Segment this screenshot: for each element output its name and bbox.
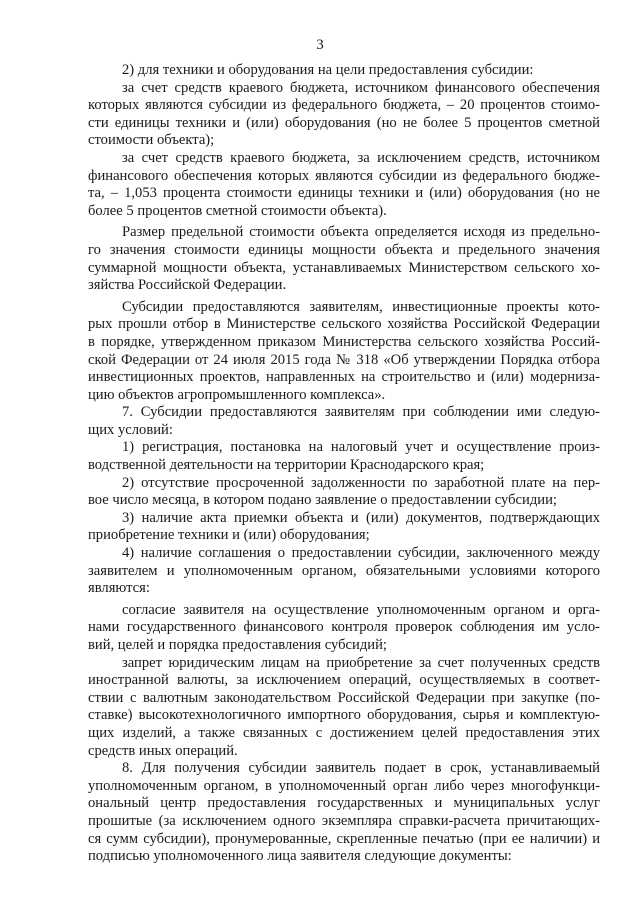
text-line: зяйства Российской Федерации. — [88, 277, 287, 294]
text-line: цию объектов агропромышленного комплекса». — [88, 386, 386, 403]
text-line: 1) регистрация, постановка на налоговый учет и осуществление произ- — [122, 439, 600, 456]
text-line: Субсидии предоставляются заявителям, инвестиционные проекты кото- — [122, 298, 600, 315]
text-line: за счет средств краевого бюджета, источником финансового обеспечения — [122, 79, 600, 96]
text-line: являются: — [88, 580, 150, 597]
text-line: иностранной валюты, за исключением операций, осуществляемых в соответ- — [88, 672, 600, 689]
paragraph — [88, 439, 600, 474]
text-line: ствии с валютным законодательством Российской Федерации при закупке (по- — [88, 689, 600, 706]
text-line: 2) отсутствие просроченной задолженности по заработной плате на пер- — [122, 474, 600, 491]
text-line: согласие заявителя на осуществление уполномоченным органом и орга- — [122, 601, 600, 618]
text-line: которых являются субсидии из федерального бюджета, – 20 процентов стоимо- — [88, 97, 600, 114]
text-line: 7. Субсидии предоставляются заявителям при соблюдении ими следую- — [122, 404, 600, 421]
text-line: сти единицы техники и (или) оборудования (но не более 5 процентов сметной — [88, 114, 600, 131]
text-line: вий, целей и порядка предоставления субсидий; — [88, 637, 387, 653]
text-line: рых прошли отбор в Министерстве сельского хозяйства Российской Федерации — [88, 316, 600, 333]
text-line: ся сумм субсидии), пронумерованные, скрепленные печатью (при ее наличии) и — [88, 830, 600, 847]
text-line: щих условий: — [88, 421, 173, 438]
text-line: нами государственного финансового контроля проверок соблюдения им усло- — [88, 619, 600, 636]
text-line: вое число месяца, в котором подано заявление о предоставлении субсидии; — [88, 492, 557, 509]
text-line: инвестиционных проектов, направленных на строительство и (или) модерниза- — [88, 369, 600, 386]
paragraph — [88, 655, 600, 761]
text-line: суммарной мощности объекта, устанавливаемых Министерством сельского хо- — [88, 259, 600, 276]
paragraph — [88, 404, 600, 439]
text-line: 2) для техники и оборудования на цели предоставления субсидии: — [122, 62, 534, 78]
paragraph — [88, 62, 600, 80]
paragraph — [88, 545, 600, 598]
paragraph — [88, 80, 600, 150]
paragraph — [88, 299, 600, 405]
text-line: уполномоченным органом, в уполномоченный орган либо через многофункци- — [88, 777, 600, 794]
paragraph — [88, 510, 600, 545]
text-line: стоимости объекта); — [88, 132, 215, 149]
text-line: Размер предельной стоимости объекта определяется исходя из предельно- — [122, 224, 600, 241]
text-line: та, – 1,053 процента стоимости единицы техники и (или) оборудования (но не — [88, 185, 600, 202]
text-line: финансового обеспечения которых являются субсидии из федерального бюдже- — [88, 167, 600, 184]
document-body — [88, 62, 600, 866]
paragraph — [88, 760, 600, 866]
text-line: запрет юридическим лицам на приобретение за счет полученных средств — [122, 654, 600, 671]
paragraph — [88, 475, 600, 510]
page-number: 3 — [316, 37, 324, 53]
text-line: приобретение техники и (или) оборудования; — [88, 527, 370, 544]
text-line: 8. Для получения субсидии заявитель подает в срок, устанавливаемый — [122, 760, 600, 777]
text-line: щих изделий, а также связанных с достижением целей предоставления этих — [88, 724, 600, 741]
text-line: более 5 процентов сметной стоимости объекта). — [88, 202, 387, 219]
text-line: водственной деятельности на территории Краснодарского края; — [88, 457, 485, 474]
text-line: ставке) высокотехнологичного импортного оборудования, сырья и комплектую- — [88, 707, 600, 724]
text-line: средств иных операций. — [88, 742, 238, 759]
paragraph — [88, 602, 600, 655]
text-line: заявителем и уполномоченным органом, обязательными условиями которого — [88, 562, 600, 579]
text-line: подписью уполномоченного лица заявителя следующие документы: — [88, 848, 512, 865]
paragraph — [88, 224, 600, 294]
text-line: прошитые (за исключением одного экземпляра справки-расчета причитающих- — [88, 812, 600, 829]
text-line: за счет средств краевого бюджета, за исключением средств, источником — [122, 149, 600, 166]
text-line: ональный центр предоставления государственных и муниципальных услуг — [88, 795, 600, 812]
text-line: го значения стоимости единицы мощности объекта и предельного значения — [88, 241, 600, 258]
text-line: 3) наличие акта приемки объекта и (или) документов, подтверждающих — [122, 509, 600, 526]
paragraph — [88, 150, 600, 220]
text-line: 4) наличие соглашения о предоставлении субсидии, заключенного между — [122, 545, 600, 562]
text-line: в порядке, утвержденном приказом Министерства сельского хозяйства Россий- — [88, 333, 600, 350]
text-line: ской Федерации от 24 июля 2015 года № 318 «Об утверждении Порядка отбора — [88, 351, 600, 368]
